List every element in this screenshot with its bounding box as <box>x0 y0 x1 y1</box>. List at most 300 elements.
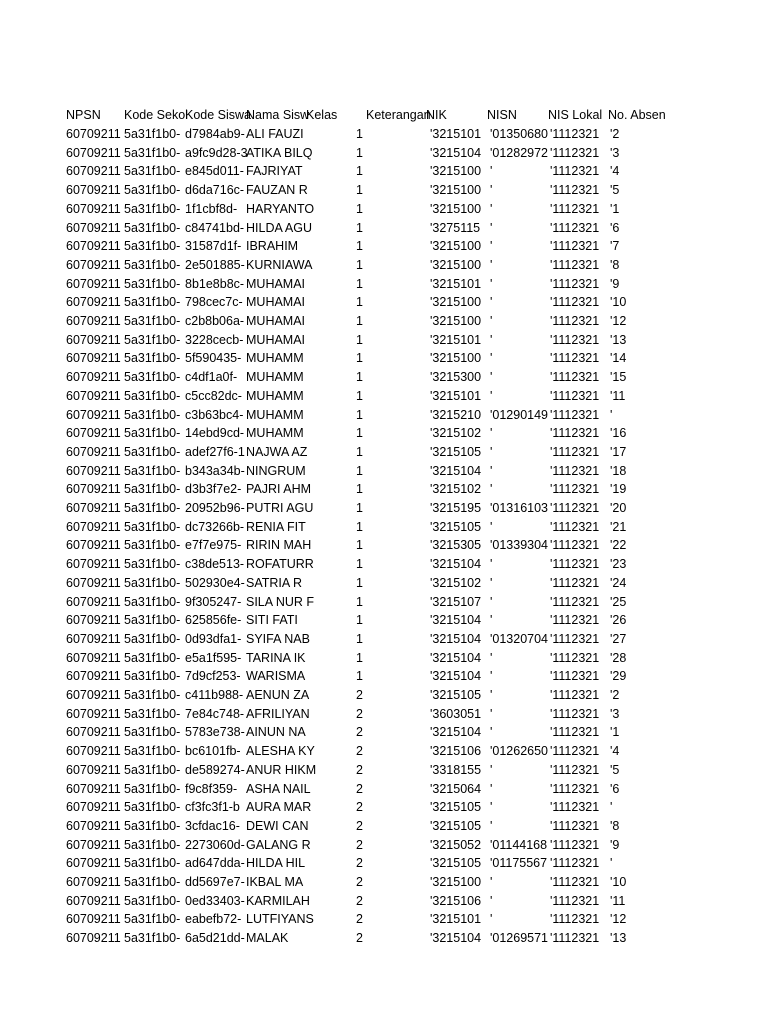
cell-no-absen: '3 <box>610 145 620 160</box>
cell-kode-siswa: c3b63bc4- <box>185 407 244 422</box>
cell-nama-siswa: FAUZAN R <box>246 183 308 198</box>
cell-kode-siswa: e845d011- <box>185 164 244 179</box>
cell-nisn: ' <box>490 351 493 366</box>
cell-keterangan <box>366 742 426 761</box>
cell-nis-lokal: '1112321 <box>550 201 600 216</box>
cell-nik: '3215104 <box>430 725 482 740</box>
cell-kode-sekolah: 5a31f1b0- <box>124 706 181 721</box>
cell-nis-lokal: '1112321 <box>550 688 600 702</box>
cell-nik: '3215305 <box>430 538 482 553</box>
cell-nisn: ' <box>490 781 493 796</box>
cell-keterangan <box>366 836 426 855</box>
cell-nik: '3603051 <box>430 706 482 721</box>
cell-kode-sekolah: 5a31f1b0- <box>124 463 181 478</box>
cell-npsn: 60709211 <box>66 276 121 291</box>
cell-no-absen: '6 <box>610 781 620 796</box>
table-row <box>0 256 768 275</box>
cell-no-absen: '27 <box>610 631 627 646</box>
cell-npsn: 60709211 <box>66 463 121 478</box>
cell-nama-siswa: HILDA HIL <box>246 856 306 871</box>
table-row <box>0 499 768 518</box>
cell-no-absen: '15 <box>610 370 627 385</box>
cell-kelas: 1 <box>356 444 363 459</box>
cell-nama-siswa: ASHA NAIL <box>246 781 311 796</box>
cell-no-absen: '8 <box>610 818 620 833</box>
cell-keterangan <box>366 406 426 425</box>
cell-npsn: 60709211 <box>66 706 121 721</box>
table-row <box>0 293 768 312</box>
cell-nis-lokal: '1112321 <box>550 837 600 852</box>
cell-npsn: 60709211 <box>66 201 121 216</box>
table-row <box>0 611 768 630</box>
cell-nik: '3215100 <box>430 183 482 198</box>
header-npsn: NPSN <box>66 108 101 122</box>
cell-npsn: 60709211 <box>66 519 121 534</box>
cell-nama-siswa: PUTRI AGU <box>246 501 314 515</box>
cell-keterangan <box>366 256 426 275</box>
cell-kode-siswa: d6da716c- <box>185 183 245 198</box>
cell-nama-siswa: MUHAMM <box>246 370 304 385</box>
table-row <box>0 686 768 705</box>
cell-kode-siswa: a9fc9d28-3 <box>185 145 248 160</box>
cell-kelas: 2 <box>356 931 363 946</box>
cell-kode-sekolah: 5a31f1b0- <box>124 762 181 777</box>
cell-kelas: 1 <box>356 127 363 141</box>
cell-npsn: 60709211 <box>66 370 121 385</box>
table-row <box>0 200 768 219</box>
table-row <box>0 312 768 331</box>
cell-nis-lokal: '1112321 <box>550 482 600 497</box>
cell-nis-lokal: '1112321 <box>550 351 600 366</box>
table-row <box>0 181 768 200</box>
cell-nis-lokal: '1112321 <box>550 519 600 534</box>
table-row <box>0 593 768 612</box>
cell-no-absen: '8 <box>610 257 620 272</box>
cell-npsn: 60709211 <box>66 856 121 871</box>
cell-keterangan <box>366 275 426 294</box>
cell-nis-lokal: '1112321 <box>550 257 600 272</box>
cell-nis-lokal: '1112321 <box>550 818 600 833</box>
cell-keterangan <box>366 181 426 200</box>
table-row <box>0 462 768 481</box>
cell-kelas: 1 <box>356 257 363 272</box>
cell-keterangan <box>366 817 426 836</box>
cell-kode-sekolah: 5a31f1b0- <box>124 482 181 497</box>
cell-kelas: 1 <box>356 314 363 328</box>
cell-kode-sekolah: 5a31f1b0- <box>124 557 181 572</box>
cell-keterangan <box>366 349 426 368</box>
cell-no-absen: '2 <box>610 688 620 702</box>
cell-keterangan <box>366 387 426 406</box>
cell-nik: '3215101 <box>430 388 482 403</box>
cell-keterangan <box>366 518 426 537</box>
cell-nisn: ' <box>490 613 493 628</box>
cell-kelas: 1 <box>356 631 363 646</box>
cell-nama-siswa: GALANG R <box>246 837 311 852</box>
cell-kode-sekolah: 5a31f1b0- <box>124 669 181 684</box>
cell-kelas: 2 <box>356 837 363 852</box>
cell-keterangan <box>366 574 426 593</box>
cell-nik: '3215105 <box>430 519 482 534</box>
cell-kode-siswa: 3cfdac16- <box>185 818 240 833</box>
cell-nisn: ' <box>490 594 493 609</box>
cell-kelas: 2 <box>356 800 363 815</box>
table-row <box>0 349 768 368</box>
cell-no-absen: '5 <box>610 183 620 198</box>
cell-kode-sekolah: 5a31f1b0- <box>124 444 181 459</box>
cell-keterangan <box>366 200 426 219</box>
cell-nis-lokal: '1112321 <box>550 388 600 403</box>
table-row <box>0 798 768 817</box>
cell-nama-siswa: RENIA FIT <box>246 519 306 534</box>
cell-nama-siswa: ROFATURR <box>246 557 314 572</box>
table-row <box>0 125 768 144</box>
cell-kode-sekolah: 5a31f1b0- <box>124 220 181 235</box>
cell-kelas: 1 <box>356 239 363 254</box>
cell-nis-lokal: '1112321 <box>550 332 600 347</box>
cell-nis-lokal: '1112321 <box>550 594 600 609</box>
cell-kelas: 1 <box>356 594 363 609</box>
cell-npsn: 60709211 <box>66 426 121 441</box>
cell-keterangan <box>366 462 426 481</box>
cell-keterangan <box>366 219 426 238</box>
cell-kelas: 1 <box>356 164 363 179</box>
cell-nik: '3215052 <box>430 837 482 852</box>
cell-nis-lokal: '1112321 <box>550 220 600 235</box>
cell-no-absen: ' <box>610 856 613 871</box>
cell-keterangan <box>366 162 426 181</box>
cell-kode-siswa: c84741bd- <box>185 220 245 235</box>
cell-kelas: 1 <box>356 519 363 534</box>
cell-nisn: ' <box>490 388 493 403</box>
cell-keterangan <box>366 593 426 612</box>
cell-kelas: 1 <box>356 183 363 198</box>
cell-nama-siswa: MUHAMM <box>246 388 304 403</box>
cell-kode-sekolah: 5a31f1b0- <box>124 276 181 291</box>
cell-npsn: 60709211 <box>66 800 121 815</box>
cell-kelas: 1 <box>356 407 363 422</box>
cell-nisn: ' <box>490 706 493 721</box>
cell-no-absen: '4 <box>610 744 620 759</box>
cell-npsn: 60709211 <box>66 650 121 665</box>
cell-nik: '3215100 <box>430 164 482 179</box>
cell-npsn: 60709211 <box>66 332 121 347</box>
cell-nama-siswa: WARISMA <box>246 669 306 684</box>
cell-kelas: 2 <box>356 781 363 796</box>
cell-nama-siswa: AENUN ZA <box>246 688 310 702</box>
cell-nama-siswa: IBRAHIM <box>246 239 299 254</box>
cell-kode-sekolah: 5a31f1b0- <box>124 538 181 553</box>
cell-no-absen: '20 <box>610 501 627 515</box>
cell-keterangan <box>366 424 426 443</box>
cell-nis-lokal: '1112321 <box>550 370 600 385</box>
cell-nik: '3215105 <box>430 800 482 815</box>
cell-kode-siswa: 5783e738- <box>185 725 245 740</box>
cell-npsn: 60709211 <box>66 575 121 590</box>
cell-npsn: 60709211 <box>66 669 121 684</box>
cell-kelas: 1 <box>356 538 363 553</box>
cell-kelas: 2 <box>356 818 363 833</box>
cell-nisn: ' <box>490 893 493 908</box>
cell-kode-sekolah: 5a31f1b0- <box>124 351 181 366</box>
cell-npsn: 60709211 <box>66 613 121 628</box>
cell-kode-sekolah: 5a31f1b0- <box>124 575 181 590</box>
cell-keterangan <box>366 723 426 742</box>
cell-npsn: 60709211 <box>66 314 121 328</box>
cell-nisn: ' <box>490 800 493 815</box>
cell-nisn: ' <box>490 519 493 534</box>
cell-no-absen: '1 <box>610 725 620 740</box>
table-row <box>0 555 768 574</box>
cell-kelas: 1 <box>356 388 363 403</box>
cell-no-absen: '26 <box>610 613 627 628</box>
cell-nisn: ' <box>490 332 493 347</box>
cell-nisn: '01282972 <box>490 145 549 160</box>
table-row <box>0 368 768 387</box>
cell-kode-sekolah: 5a31f1b0- <box>124 388 181 403</box>
cell-nama-siswa: MUHAMAI <box>246 314 306 328</box>
cell-nama-siswa: MUHAMAI <box>246 332 306 347</box>
header-row <box>0 106 768 125</box>
cell-kelas: 1 <box>356 351 363 366</box>
cell-no-absen: ' <box>610 407 613 422</box>
cell-kelas: 2 <box>356 725 363 740</box>
cell-kode-sekolah: 5a31f1b0- <box>124 631 181 646</box>
table-row <box>0 443 768 462</box>
cell-kode-sekolah: 5a31f1b0- <box>124 239 181 254</box>
cell-kode-siswa: cf3fc3f1-b <box>185 800 240 815</box>
cell-npsn: 60709211 <box>66 725 121 740</box>
cell-kode-siswa: bc6101fb- <box>185 744 241 759</box>
cell-kode-siswa: eabefb72- <box>185 912 242 927</box>
cell-nis-lokal: '1112321 <box>550 145 600 160</box>
cell-nik: '3215102 <box>430 482 482 497</box>
cell-nisn: ' <box>490 201 493 216</box>
cell-keterangan <box>366 910 426 929</box>
cell-kelas: 2 <box>356 688 363 702</box>
cell-no-absen: '23 <box>610 557 627 572</box>
table-row <box>0 780 768 799</box>
cell-kode-sekolah: 5a31f1b0- <box>124 688 181 702</box>
cell-nis-lokal: '1112321 <box>550 407 600 422</box>
cell-npsn: 60709211 <box>66 145 121 160</box>
cell-kode-siswa: 5f590435- <box>185 351 242 366</box>
cell-kode-siswa: 0ed33403- <box>185 893 245 908</box>
table-row <box>0 667 768 686</box>
header-nik: NIK <box>426 108 447 122</box>
cell-kode-siswa: 2e501885- <box>185 257 245 272</box>
cell-kelas: 1 <box>356 575 363 590</box>
cell-keterangan <box>366 480 426 499</box>
cell-kelas: 2 <box>356 912 363 927</box>
cell-nis-lokal: '1112321 <box>550 631 600 646</box>
cell-nisn: '01269571 <box>490 931 549 946</box>
cell-nis-lokal: '1112321 <box>550 875 600 889</box>
cell-nama-siswa: KURNIAWA <box>246 257 313 272</box>
cell-nama-siswa: TARINA IK <box>246 650 306 665</box>
cell-nama-siswa: KARMILAH <box>246 893 310 908</box>
cell-nisn: ' <box>490 444 493 459</box>
cell-nik: '3215104 <box>430 463 482 478</box>
cell-no-absen: '4 <box>610 164 620 179</box>
table-row <box>0 892 768 911</box>
cell-kelas: 1 <box>356 220 363 235</box>
cell-nisn: '01316103 <box>490 501 549 515</box>
cell-nik: '3215106 <box>430 744 482 759</box>
cell-keterangan <box>366 929 426 948</box>
cell-nisn: '01175567 <box>490 856 548 871</box>
cell-npsn: 60709211 <box>66 239 121 254</box>
cell-keterangan <box>366 686 426 705</box>
cell-kode-sekolah: 5a31f1b0- <box>124 407 181 422</box>
cell-npsn: 60709211 <box>66 875 121 889</box>
cell-kode-siswa: 625856fe- <box>185 613 242 628</box>
cell-kode-sekolah: 5a31f1b0- <box>124 127 181 141</box>
cell-nama-siswa: MUHAMM <box>246 426 304 441</box>
cell-no-absen: '3 <box>610 706 620 721</box>
cell-nisn: ' <box>490 875 493 889</box>
cell-no-absen: '5 <box>610 762 620 777</box>
cell-nik: '3215106 <box>430 893 482 908</box>
header-kode-sekolah: Kode Sekol <box>124 108 188 122</box>
cell-nik: '3215195 <box>430 501 482 515</box>
cell-no-absen: '13 <box>610 931 627 946</box>
table-row <box>0 630 768 649</box>
header-kode-siswa: Kode Siswa <box>185 108 252 122</box>
cell-npsn: 60709211 <box>66 351 121 366</box>
cell-npsn: 60709211 <box>66 744 121 759</box>
cell-kelas: 1 <box>356 501 363 515</box>
cell-no-absen: '24 <box>610 575 627 590</box>
cell-nis-lokal: '1112321 <box>550 893 600 908</box>
cell-kode-sekolah: 5a31f1b0- <box>124 912 181 927</box>
header-no-absen: No. Absen <box>608 108 666 122</box>
cell-kode-siswa: c2b8b06a- <box>185 314 245 328</box>
cell-kode-sekolah: 5a31f1b0- <box>124 183 181 198</box>
cell-nik: '3215102 <box>430 575 482 590</box>
cell-nisn: ' <box>490 650 493 665</box>
cell-no-absen: '17 <box>610 444 627 459</box>
cell-nis-lokal: '1112321 <box>550 127 600 141</box>
cell-kelas: 1 <box>356 613 363 628</box>
cell-no-absen: '11 <box>610 893 626 908</box>
cell-kode-siswa: 3228cecb- <box>185 332 244 347</box>
cell-kode-sekolah: 5a31f1b0- <box>124 201 181 216</box>
header-nama-siswa: Nama Sisw <box>246 108 310 122</box>
cell-kode-sekolah: 5a31f1b0- <box>124 818 181 833</box>
cell-keterangan <box>366 312 426 331</box>
cell-no-absen: '18 <box>610 463 627 478</box>
cell-npsn: 60709211 <box>66 444 121 459</box>
cell-keterangan <box>366 293 426 312</box>
header-kelas: Kelas <box>306 108 338 122</box>
cell-nik: '3215100 <box>430 257 482 272</box>
cell-nik: '3215102 <box>430 426 482 441</box>
table-row <box>0 929 768 948</box>
cell-kode-sekolah: 5a31f1b0- <box>124 613 181 628</box>
cell-keterangan <box>366 649 426 668</box>
cell-kode-sekolah: 5a31f1b0- <box>124 145 181 160</box>
table-row <box>0 873 768 892</box>
cell-no-absen: '14 <box>610 351 627 366</box>
cell-nis-lokal: '1112321 <box>550 183 600 198</box>
cell-kode-sekolah: 5a31f1b0- <box>124 856 181 871</box>
cell-kode-sekolah: 5a31f1b0- <box>124 501 181 515</box>
table-row <box>0 480 768 499</box>
cell-npsn: 60709211 <box>66 407 121 422</box>
cell-keterangan <box>366 630 426 649</box>
cell-nisn: ' <box>490 818 493 833</box>
cell-no-absen: '2 <box>610 127 620 141</box>
cell-nama-siswa: MUHAMAI <box>246 276 306 291</box>
cell-nik: '3275115 <box>430 220 481 235</box>
header-nis-lokal: NIS Lokal <box>548 108 603 122</box>
cell-nisn: ' <box>490 762 493 777</box>
cell-no-absen: '11 <box>610 388 626 403</box>
cell-kode-siswa: c5cc82dc- <box>185 388 242 403</box>
cell-kode-sekolah: 5a31f1b0- <box>124 332 181 347</box>
table-row <box>0 237 768 256</box>
cell-nis-lokal: '1112321 <box>550 276 600 291</box>
cell-kode-siswa: adef27f6-1 <box>185 444 245 459</box>
cell-nik: '3215105 <box>430 688 482 702</box>
cell-keterangan <box>366 536 426 555</box>
cell-nama-siswa: AURA MAR <box>246 800 312 815</box>
cell-npsn: 60709211 <box>66 220 121 235</box>
cell-nis-lokal: '1112321 <box>550 613 600 628</box>
cell-keterangan <box>366 854 426 873</box>
cell-no-absen: '1 <box>610 201 620 216</box>
cell-kode-sekolah: 5a31f1b0- <box>124 800 181 815</box>
cell-keterangan <box>366 125 426 144</box>
cell-nama-siswa: SITI FATI <box>246 613 298 628</box>
table-row <box>0 649 768 668</box>
cell-keterangan <box>366 144 426 163</box>
cell-nisn: ' <box>490 725 493 740</box>
cell-keterangan <box>366 611 426 630</box>
cell-keterangan <box>366 780 426 799</box>
cell-nik: '3215101 <box>430 912 482 927</box>
cell-nik: '3215104 <box>430 613 482 628</box>
cell-no-absen: '28 <box>610 650 627 665</box>
cell-kode-sekolah: 5a31f1b0- <box>124 744 181 759</box>
cell-keterangan <box>366 499 426 518</box>
cell-npsn: 60709211 <box>66 295 121 310</box>
cell-nisn: ' <box>490 482 493 497</box>
table-row <box>0 162 768 181</box>
cell-nisn: '01320704 <box>490 631 549 646</box>
cell-nisn: ' <box>490 257 493 272</box>
cell-kelas: 1 <box>356 332 363 347</box>
cell-nik: '3215100 <box>430 875 482 889</box>
cell-no-absen: '25 <box>610 594 627 609</box>
cell-nama-siswa: ALI FAUZI <box>246 127 304 141</box>
cell-nama-siswa: MUHAMM <box>246 351 304 366</box>
cell-nama-siswa: MALAK <box>246 931 289 946</box>
table-row <box>0 836 768 855</box>
cell-nisn: '01339304 <box>490 538 549 553</box>
cell-keterangan <box>366 892 426 911</box>
table-row <box>0 817 768 836</box>
cell-nisn: ' <box>490 314 493 328</box>
cell-keterangan <box>366 331 426 350</box>
cell-kode-sekolah: 5a31f1b0- <box>124 875 181 889</box>
cell-kode-siswa: 14ebd9cd- <box>185 426 245 441</box>
cell-kode-siswa: 2273060d- <box>185 837 245 852</box>
cell-no-absen: '10 <box>610 875 627 889</box>
cell-kelas: 2 <box>356 744 363 759</box>
cell-nik: '3215105 <box>430 856 482 871</box>
